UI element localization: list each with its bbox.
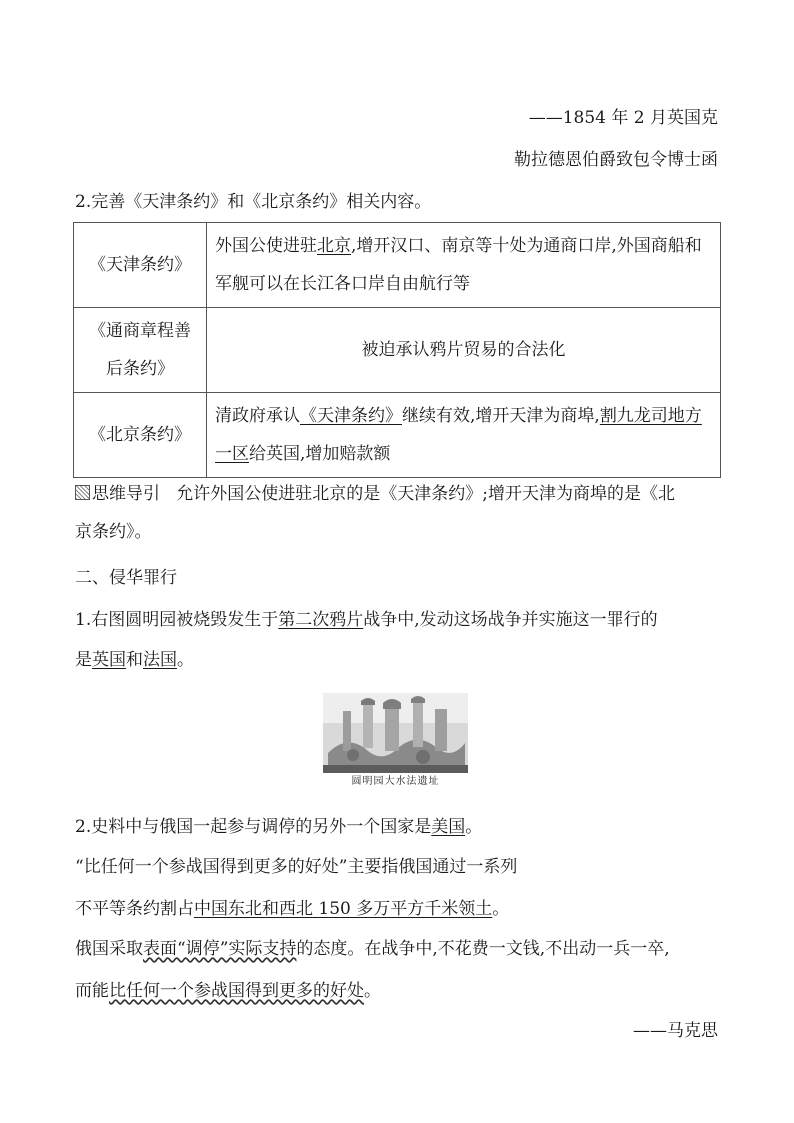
- ruins-photo: [323, 693, 468, 773]
- q-text: 。: [364, 981, 381, 1001]
- guide-icon: [75, 485, 90, 500]
- content-text: ,增开汉口、南京等十处为通商口岸,外国商船和军舰可以在长江各口岸自由航行等: [215, 236, 702, 294]
- underlined-answer: 第二次鸦片: [278, 610, 364, 630]
- question2: [75, 815, 482, 839]
- treaty-table: [73, 222, 721, 478]
- underlined-answer: 割九龙司地方一区: [215, 406, 702, 464]
- item2-title: 2.完善《天津条约》和《北京条约》相关内容。: [75, 192, 432, 212]
- q-text: 是: [75, 650, 92, 670]
- q-text: 俄国采取: [75, 939, 143, 959]
- q-text: 战争中,发动这场战争并实施这一罪行的: [363, 610, 658, 630]
- table-row: [74, 308, 721, 393]
- treaty-content: [207, 393, 721, 478]
- table-row: [74, 393, 721, 478]
- q-text: 。: [177, 650, 194, 670]
- photo-caption: 圆明园大水法遗址: [351, 776, 440, 787]
- table-row: [74, 223, 721, 308]
- guide-text-line2: 京条约》。: [75, 522, 152, 542]
- q-text: 和: [126, 650, 143, 670]
- underlined-answer: 中国东北和西北 150 多万平方千米领土: [194, 899, 493, 919]
- content-text: 清政府承认: [215, 406, 300, 426]
- underlined-answer: 美国: [431, 817, 466, 837]
- quote2-line3: [75, 937, 670, 961]
- treaty-name: 《天津条约》: [74, 223, 207, 308]
- quote1-attribution-line2: 勒拉德恩伯爵致包令博士函: [514, 150, 718, 170]
- underlined-answer: 法国: [143, 650, 177, 670]
- treaty-name: 《通商章程善后条约》: [74, 308, 207, 393]
- wavy-underlined-text: 比任何一个参战国得到更多的好处: [109, 981, 364, 1001]
- q-text: 而能: [75, 981, 109, 1001]
- quote2-line1: “比任何一个参战国得到更多的好处”主要指俄国通过一系列: [75, 857, 518, 877]
- q-text: 不平等条约割占: [75, 899, 194, 919]
- underlined-answer: 北京: [317, 236, 351, 256]
- content-text: 外国公使进驻: [215, 236, 317, 256]
- wavy-underlined-text: 表面“调停”实际支持: [143, 939, 297, 959]
- q-text: 1.右图圆明园被烧毁发生于: [75, 610, 279, 630]
- q-text: 的态度。在战争中,不花费一文钱,不出动一兵一卒,: [296, 939, 670, 959]
- q-text: 。: [465, 817, 483, 837]
- q-text: 。: [492, 899, 510, 919]
- quote2-line2: [75, 897, 509, 921]
- treaty-name: 《北京条约》: [74, 393, 207, 478]
- guide-label: 思维导引: [92, 484, 160, 504]
- content-text: 给英国,增加赔款额: [249, 444, 391, 464]
- underlined-answer: 《天津条约》: [300, 406, 402, 426]
- q-text: 2.史料中与俄国一起参与调停的另外一个国家是: [75, 817, 432, 837]
- treaty-content: 被迫承认鸦片贸易的合法化: [207, 308, 721, 393]
- question1-line1: [75, 608, 658, 632]
- quote1-attribution-line1: ——1854 年 2 月英国克: [528, 108, 718, 128]
- quote2-attribution: ——马克思: [633, 1021, 718, 1041]
- guide-text: 允许外国公使进驻北京的是《天津条约》;增开天津为商埠的是《北: [176, 484, 675, 504]
- thinking-guide: [75, 482, 675, 506]
- section-heading: 二、侵华罪行: [75, 568, 177, 588]
- content-text: 继续有效,增开天津为商埠,: [402, 406, 600, 426]
- question1-line2: [75, 648, 194, 672]
- underlined-answer: 英国: [92, 650, 126, 670]
- quote2-line4: [75, 979, 381, 1003]
- treaty-content: [207, 223, 721, 308]
